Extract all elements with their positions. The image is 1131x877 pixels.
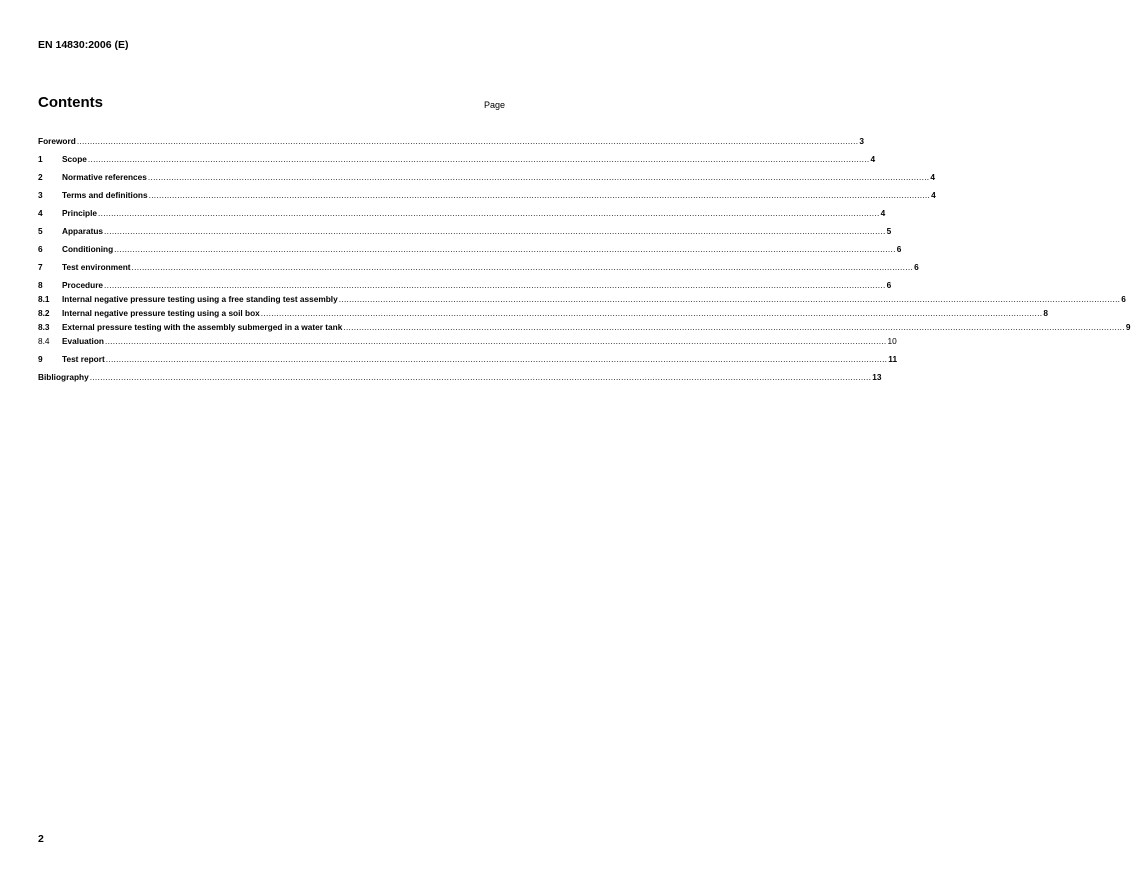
toc-entry-8-2[interactable] <box>38 308 1048 319</box>
toc-entry-page: 6 <box>914 262 919 272</box>
toc-entry-number: 1 <box>38 154 43 164</box>
toc-entry-page: 3 <box>859 136 864 146</box>
document-identifier: EN 14830:2006 (E) <box>38 39 129 51</box>
toc-entry-number: 4 <box>38 208 43 218</box>
toc-leader-dots: ............................................................................................................................................................................................................................................................................................................ <box>104 280 886 290</box>
toc-entry-scope[interactable] <box>38 154 876 165</box>
toc-entry-title: Apparatus <box>62 226 104 236</box>
toc-entry-title: Foreword <box>38 136 76 146</box>
toc-entry-bibliography[interactable] <box>38 372 882 383</box>
toc-leader-dots: ............................................................................................................................................................................................................................................................................................................ <box>147 172 930 182</box>
toc-leader-dots: ............................................................................................................................................................................................................................................................................................................ <box>98 208 880 218</box>
toc-leader-dots: ............................................................................................................................................................................................................................................................................................................ <box>104 226 886 236</box>
page-number: 2 <box>38 833 44 845</box>
toc-entry-page: 4 <box>930 172 936 182</box>
toc-entry-title: Normative references <box>62 172 147 182</box>
toc-entry-foreword[interactable] <box>38 136 864 147</box>
toc-entry-title: Evaluation <box>62 336 104 346</box>
toc-entry-terms-and-definitions[interactable] <box>38 190 936 201</box>
toc-entry-procedure[interactable] <box>38 280 892 291</box>
toc-entry-title: Test environment <box>62 262 131 272</box>
toc-entry-page: 8 <box>1043 308 1048 318</box>
toc-entry-normative-references[interactable] <box>38 172 936 183</box>
toc-leader-dots: ............................................................................................................................................................................................................................................................................................................ <box>87 154 870 164</box>
toc-entry-number: 8.3 <box>38 322 50 332</box>
contents-heading: Contents <box>38 94 103 111</box>
toc-entry-title: Procedure <box>62 280 104 290</box>
toc-entry-page: 13 <box>872 372 882 382</box>
toc-entry-8-1[interactable] <box>38 294 1126 305</box>
toc-entry-title: Terms and definitions <box>62 190 148 200</box>
toc-entry-conditioning[interactable] <box>38 244 902 255</box>
toc-leader-dots: ............................................................................................................................................................................................................................................................................................................ <box>148 190 931 200</box>
toc-entry-page: 6 <box>1121 294 1126 304</box>
toc-leader-dots: ............................................................................................................................................................................................................................................................................................................ <box>104 336 887 346</box>
toc-entry-principle[interactable] <box>38 208 886 219</box>
toc-entry-page: 11 <box>888 354 898 364</box>
toc-entry-title: External pressure testing with the assembly submerged in a water tank <box>62 322 343 332</box>
toc-entry-8-3[interactable] <box>38 322 1131 333</box>
toc-entry-number: 8.2 <box>38 308 50 318</box>
toc-leader-dots: ............................................................................................................................................................................................................................................................................................................ <box>105 354 888 364</box>
page-column-label: Page <box>484 100 506 110</box>
toc-entry-number: 5 <box>38 226 43 236</box>
toc-entry-number: 8.4 <box>38 336 50 346</box>
toc-entry-number: 2 <box>38 172 43 182</box>
toc-entry-page: 10 <box>887 336 897 346</box>
toc-leader-dots: ............................................................................................................................................................................................................................................................................................................ <box>89 372 872 382</box>
toc-entry-title: Test report <box>62 354 105 364</box>
toc-entry-8-4[interactable] <box>38 336 897 347</box>
toc-entry-number: 8.1 <box>38 294 50 304</box>
toc-entry-page: 4 <box>931 190 936 200</box>
toc-leader-dots: ............................................................................................................................................................................................................................................................................................................ <box>260 308 1043 318</box>
toc-entry-number: 8 <box>38 280 43 290</box>
toc-entry-title: Principle <box>62 208 98 218</box>
toc-entry-page: 6 <box>896 244 902 254</box>
toc-entry-number: 6 <box>38 244 43 254</box>
toc-entry-page: 4 <box>880 208 886 218</box>
toc-leader-dots: ............................................................................................................................................................................................................................................................................................................ <box>338 294 1121 304</box>
toc-entry-apparatus[interactable] <box>38 226 892 237</box>
toc-entry-number: 9 <box>38 354 43 364</box>
toc-entry-page: 6 <box>886 280 892 290</box>
toc-leader-dots: ............................................................................................................................................................................................................................................................................................................ <box>131 262 914 272</box>
toc-entry-page: 4 <box>870 154 876 164</box>
toc-leader-dots: ............................................................................................................................................................................................................................................................................................................ <box>343 322 1125 332</box>
toc-entry-page: 9 <box>1125 322 1131 332</box>
toc-entry-title: Conditioning <box>62 244 114 254</box>
toc-entry-title: Internal negative pressure testing using a soil box <box>62 308 260 318</box>
toc-entry-test-environment[interactable] <box>38 262 919 273</box>
toc-entry-test-report[interactable] <box>38 354 898 365</box>
toc-leader-dots: ............................................................................................................................................................................................................................................................................................................ <box>114 244 896 254</box>
toc-entry-title: Scope <box>62 154 87 164</box>
toc-entry-number: 3 <box>38 190 43 200</box>
toc-entry-page: 5 <box>886 226 892 236</box>
toc-entry-number: 7 <box>38 262 43 272</box>
toc-leader-dots: ............................................................................................................................................................................................................................................................................................................ <box>76 136 859 146</box>
toc-entry-title: Bibliography <box>38 372 89 382</box>
toc-entry-title: Internal negative pressure testing using a free standing test assembly <box>62 294 338 304</box>
